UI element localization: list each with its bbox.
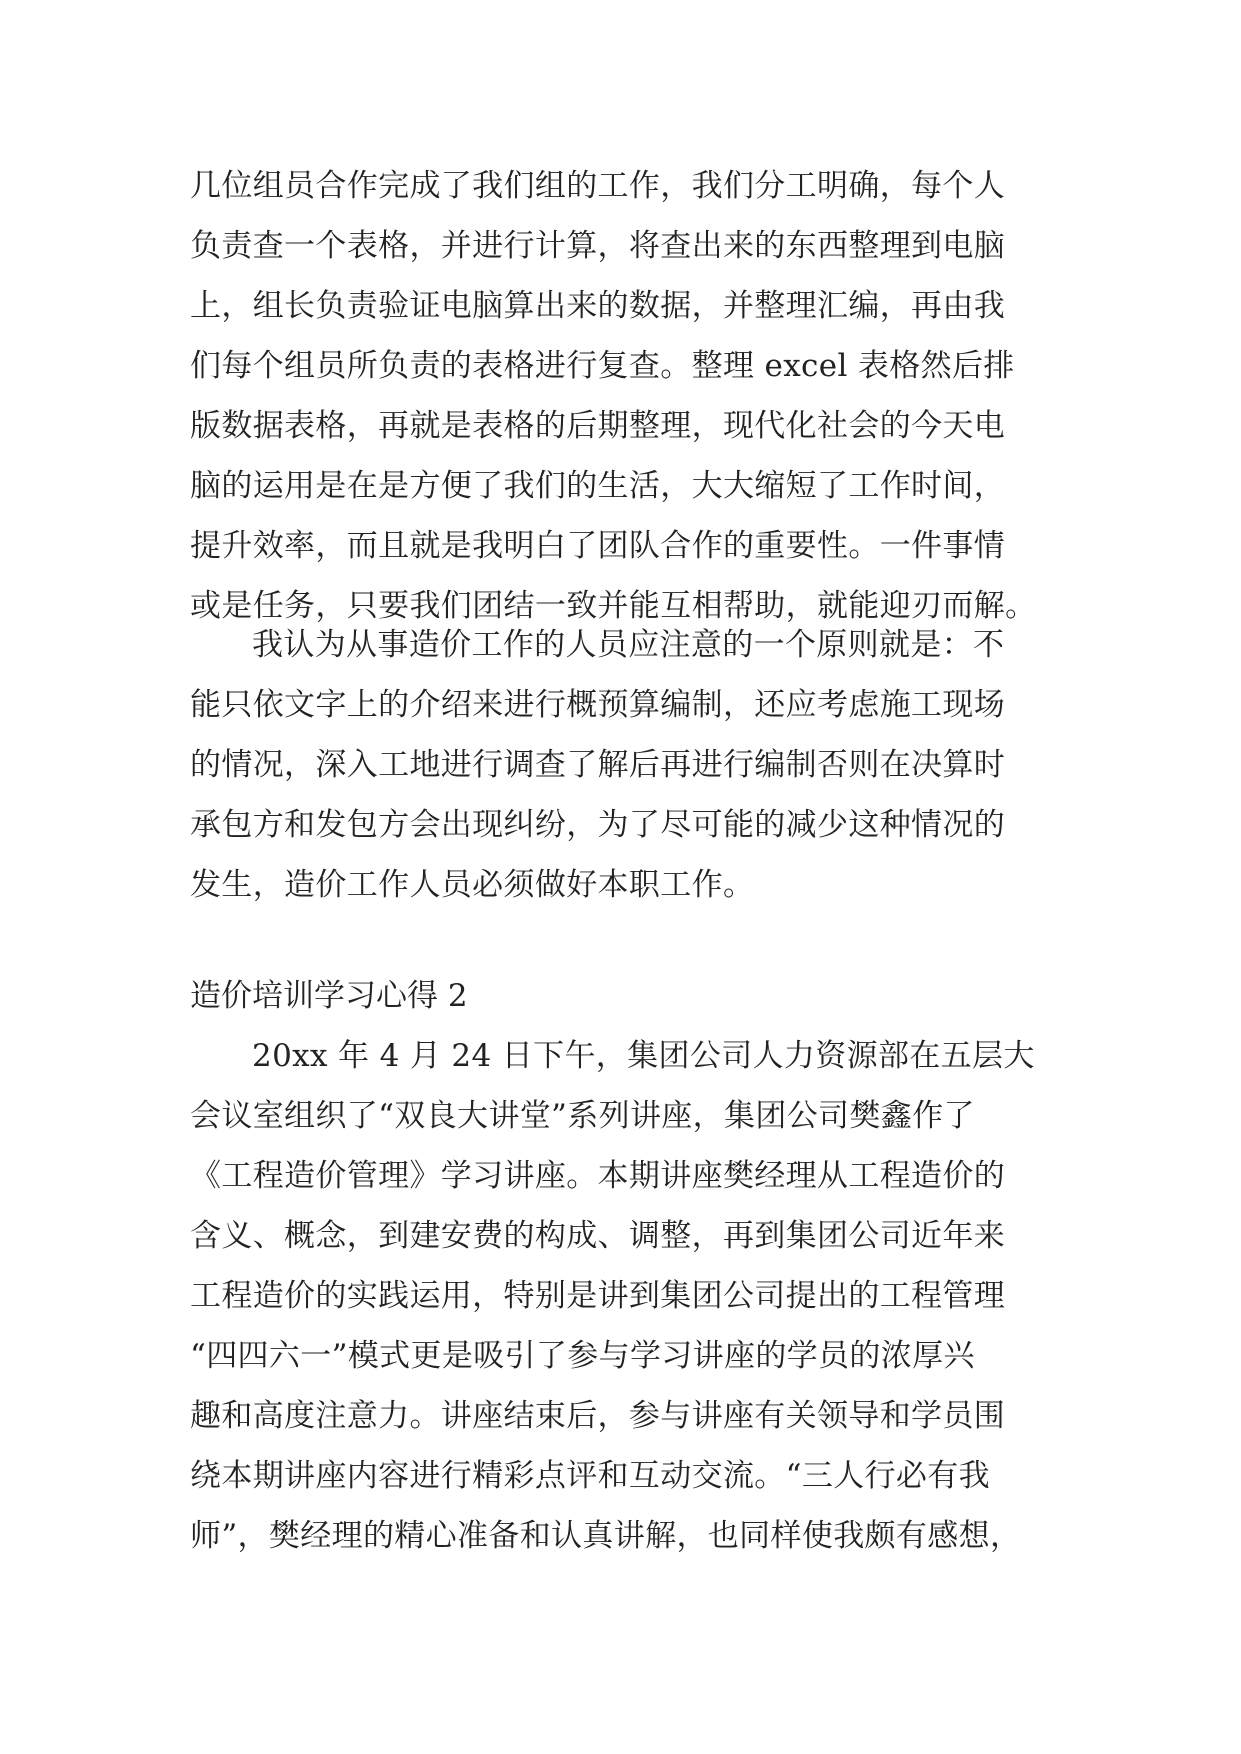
paragraph-line: 版数据表格，再就是表格的后期整理，现代化社会的今天电	[190, 408, 1006, 444]
section-heading: 造价培训学习心得 2	[190, 978, 468, 1014]
paragraph-line: 的情况，深入工地进行调查了解后再进行编制否则在决算时	[190, 747, 1006, 783]
paragraph-line: 脑的运用是在是方便了我们的生活，大大缩短了工作时间，	[190, 468, 1006, 504]
paragraph-line: 负责查一个表格，并进行计算，将查出来的东西整理到电脑	[190, 228, 1006, 264]
paragraph-line: 承包方和发包方会出现纠纷，为了尽可能的减少这种情况的	[190, 807, 1006, 843]
paragraph-line: 发生，造价工作人员必须做好本职工作。	[190, 867, 755, 903]
paragraph-line: 我认为从事造价工作的人员应注意的一个原则就是：不	[252, 627, 1005, 663]
paragraph-line: “四四六一”模式更是吸引了参与学习讲座的学员的浓厚兴	[190, 1338, 975, 1374]
paragraph-line: 能只依文字上的介绍来进行概预算编制，还应考虑施工现场	[190, 687, 1006, 723]
paragraph-line: 提升效率，而且就是我明白了团队合作的重要性。一件事情	[190, 528, 1006, 564]
paragraph-line: 《工程造价管理》学习讲座。本期讲座樊经理从工程造价的	[190, 1158, 1006, 1194]
paragraph-line: 或是任务，只要我们团结一致并能互相帮助，就能迎刃而解。	[190, 588, 1037, 624]
paragraph-line: 上，组长负责验证电脑算出来的数据，并整理汇编，再由我	[190, 288, 1006, 324]
paragraph-line: 趣和高度注意力。讲座结束后，参与讲座有关领导和学员围	[190, 1398, 1006, 1434]
paragraph-2	[190, 615, 1070, 915]
paragraph-3	[190, 1026, 1070, 1566]
paragraph-line: 会议室组织了“双良大讲堂”系列讲座，集团公司樊鑫作了	[190, 1098, 975, 1134]
section-heading-wrap	[190, 966, 468, 1026]
paragraph-line: 绕本期讲座内容进行精彩点评和互动交流。“三人行必有我	[190, 1458, 990, 1494]
paragraph-line: 含义、概念，到建安费的构成、调整，再到集团公司近年来	[190, 1218, 1006, 1254]
paragraph-line: 师”，樊经理的精心准备和认真讲解，也同样使我颇有感想，	[190, 1518, 1022, 1554]
paragraph-line: 20xx 年 4 月 24 日下午，集团公司人力资源部在五层大	[252, 1038, 1035, 1074]
paragraph-line: 们每个组员所负责的表格进行复查。整理 excel 表格然后排	[190, 348, 1015, 384]
paragraph-line: 工程造价的实践运用，特别是讲到集团公司提出的工程管理	[190, 1278, 1006, 1314]
paragraph-line: 几位组员合作完成了我们组的工作，我们分工明确，每个人	[190, 168, 1006, 204]
paragraph-1	[190, 156, 1070, 636]
